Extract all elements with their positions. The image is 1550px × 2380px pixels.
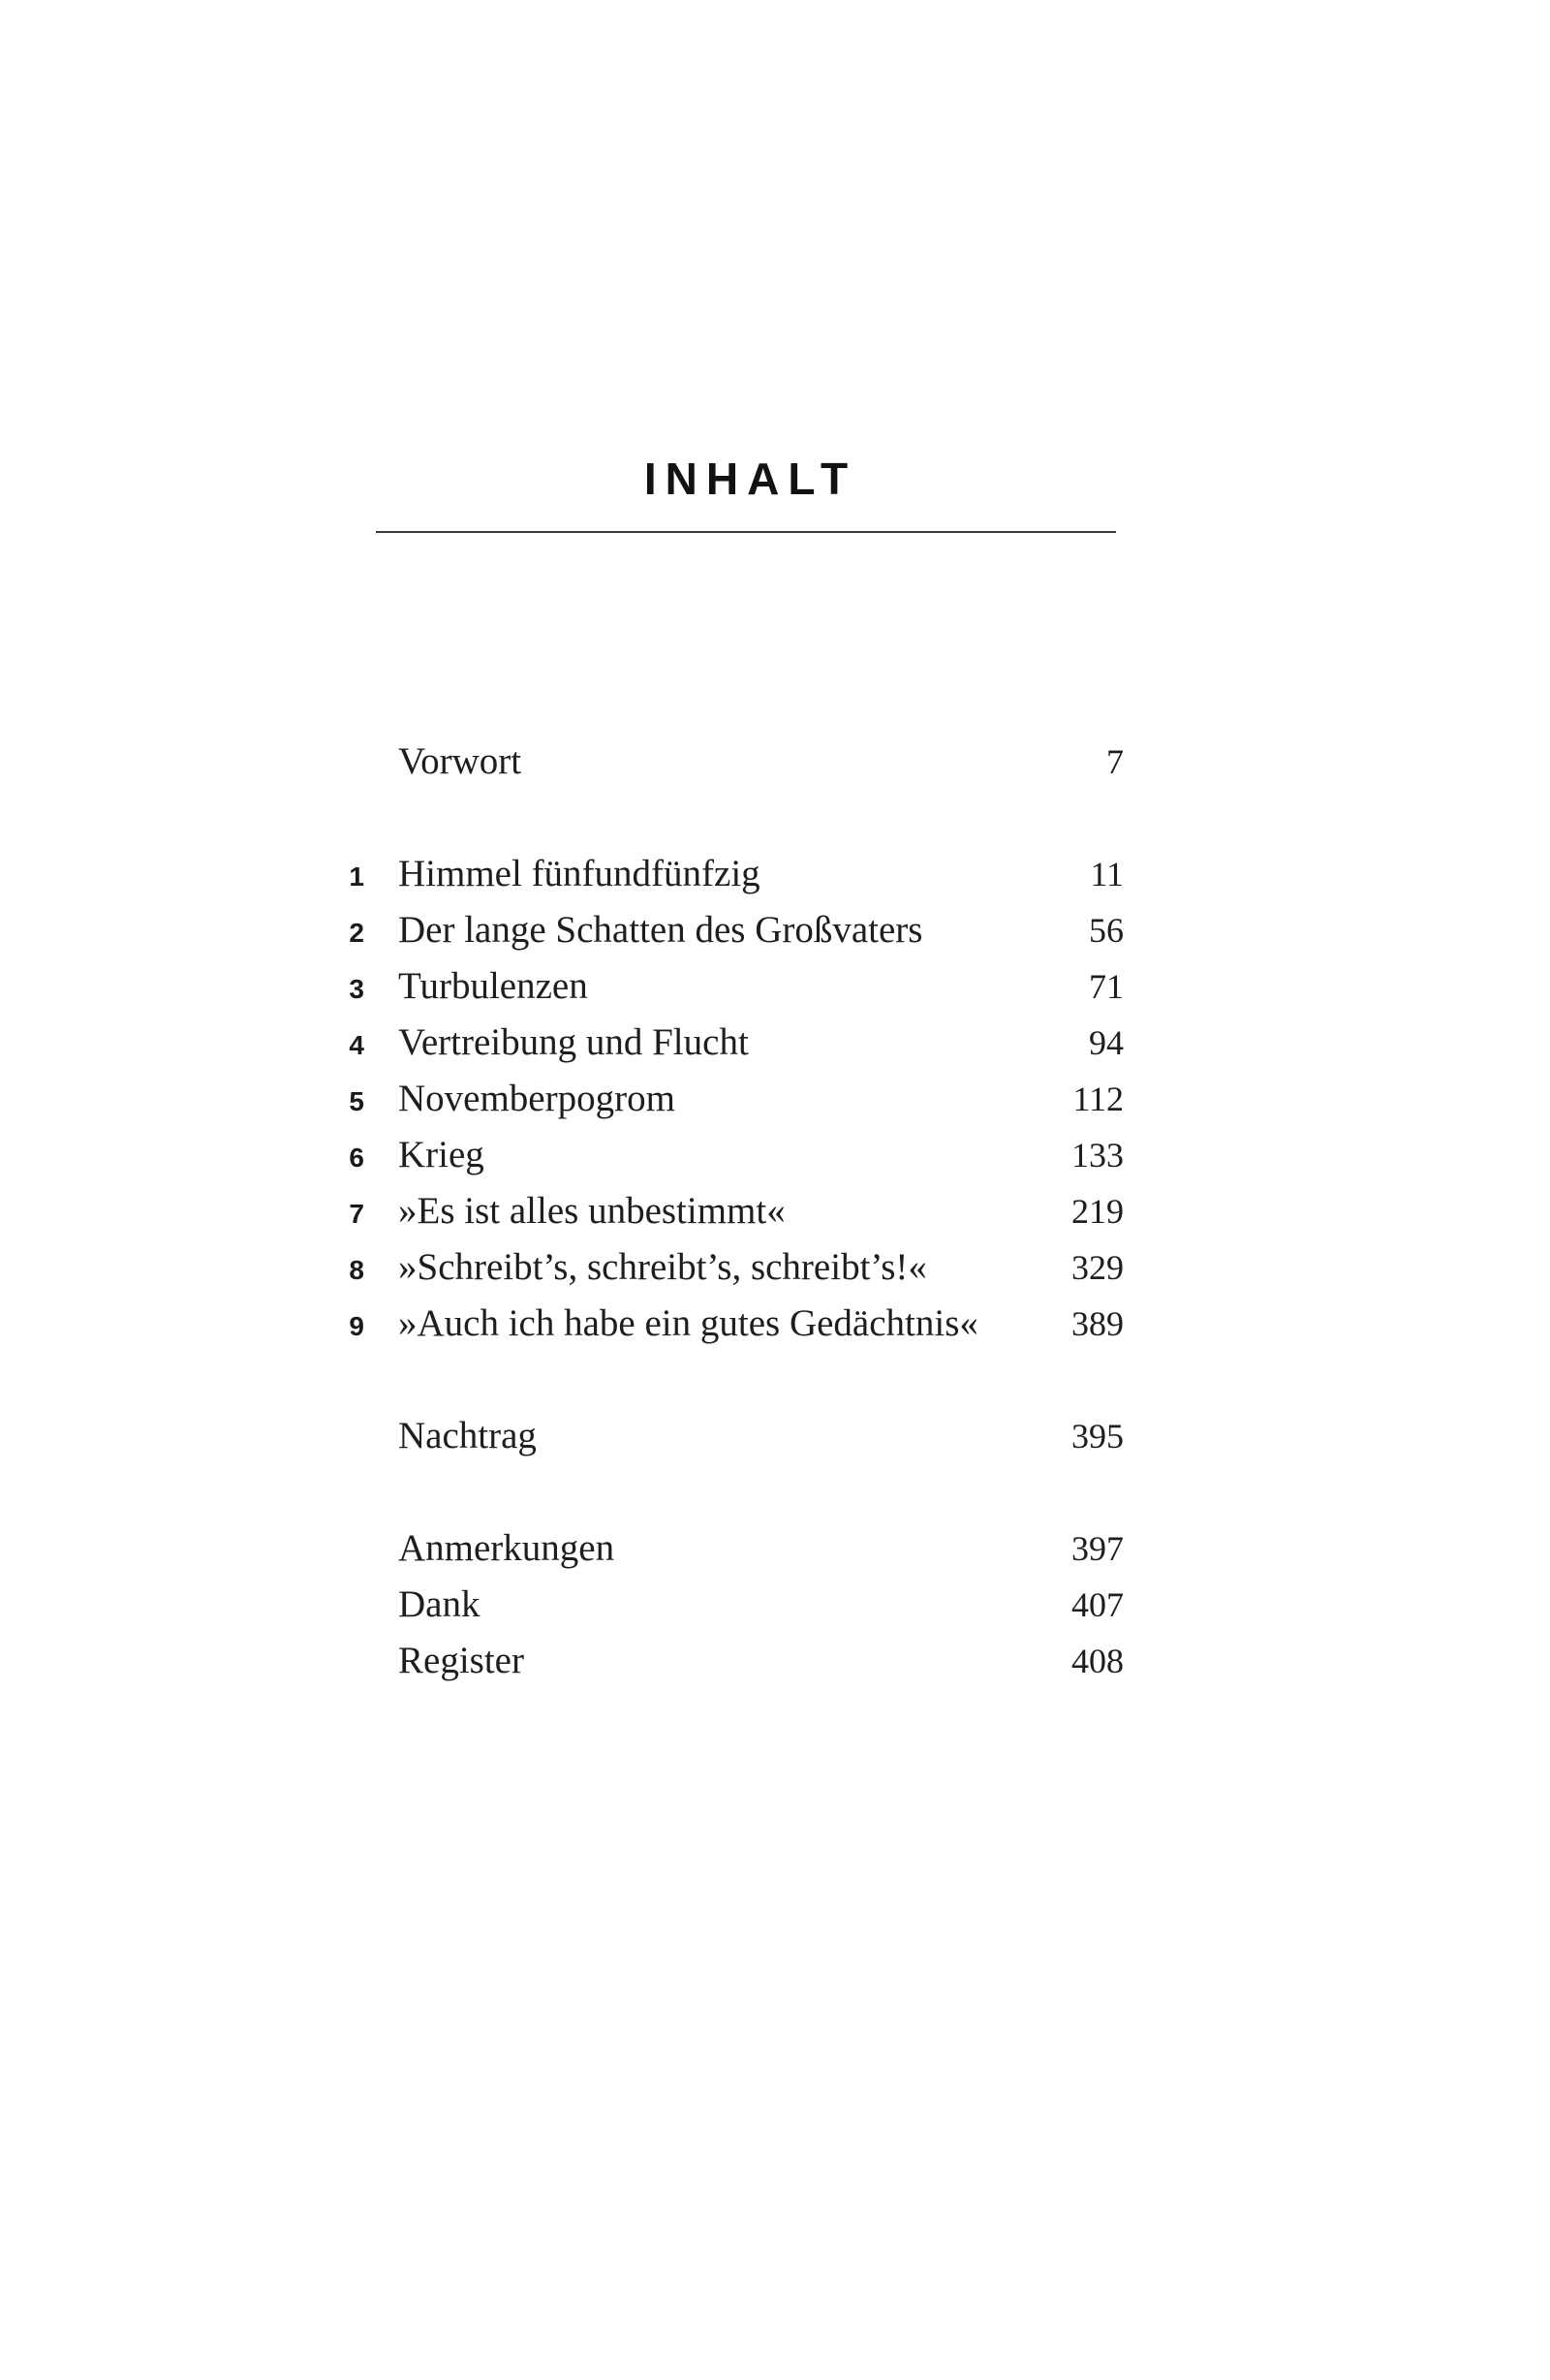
toc-entry-label: Himmel fünfundfünfzig [398, 853, 760, 894]
toc-entry [329, 1577, 1124, 1633]
toc-entry-number: 2 [349, 918, 364, 948]
toc-entry [329, 902, 1124, 958]
toc-entry-label: »Schreibt’s, schreibt’s, schreibt’s!« [398, 1246, 927, 1288]
toc-addendum-group [329, 1408, 1124, 1464]
toc-entry [329, 1408, 1124, 1464]
toc-entry-number: 9 [349, 1311, 364, 1341]
toc-entry-label: Anmerkungen [398, 1527, 615, 1569]
toc-entry-page: 395 [1071, 1417, 1124, 1456]
toc-entry [329, 1127, 1124, 1183]
toc-backmatter-group [329, 1520, 1124, 1689]
toc-entry-label: »Es ist alles unbestimmt« [398, 1190, 786, 1232]
toc-entry [329, 1071, 1124, 1127]
toc-entry-page: 112 [1072, 1080, 1124, 1118]
toc-entry-number: 8 [349, 1255, 364, 1285]
toc-entry-page: 56 [1089, 911, 1124, 950]
toc-entry-page: 133 [1071, 1136, 1124, 1174]
toc-entry-page: 389 [1071, 1304, 1124, 1343]
toc-entry-preface [329, 734, 1124, 790]
page-title: INHALT [643, 454, 857, 504]
toc-entry-label: »Auch ich habe ein gutes Gedächtnis« [398, 1302, 978, 1344]
toc-entry-page: 329 [1071, 1248, 1124, 1287]
toc-entry [329, 1015, 1124, 1071]
toc-entry-page: 7 [1106, 742, 1124, 781]
toc-entry-number: 4 [349, 1030, 364, 1060]
toc-entry [329, 958, 1124, 1015]
toc-entry-number: 6 [349, 1143, 364, 1173]
toc-entry-number: 1 [349, 861, 364, 892]
toc-entry [329, 1520, 1124, 1577]
toc-entry-label: Krieg [398, 1134, 484, 1175]
toc-entry-page: 408 [1071, 1642, 1124, 1680]
toc-entry-page: 11 [1090, 855, 1124, 893]
toc-entry-label: Novemberpogrom [398, 1078, 675, 1119]
toc-entry-page: 71 [1089, 967, 1124, 1006]
toc-entry-label: Vorwort [398, 740, 522, 782]
toc-entry-page: 407 [1071, 1585, 1124, 1624]
toc-entry-label: Register [398, 1640, 524, 1681]
toc-entry-page: 219 [1071, 1192, 1124, 1231]
toc-entry-label: Der lange Schatten des Großvaters [398, 909, 923, 951]
toc-entry-label: Vertreibung und Flucht [398, 1021, 749, 1063]
toc-entry-label: Dank [398, 1583, 480, 1625]
toc-entry-page: 94 [1089, 1023, 1124, 1062]
toc-entry-page: 397 [1071, 1529, 1124, 1568]
toc-entry [329, 1183, 1124, 1239]
toc-entry-label: Turbulenzen [398, 965, 588, 1007]
toc-entry [329, 1633, 1124, 1689]
table-of-contents [329, 734, 1124, 1689]
toc-chapter-group [329, 846, 1124, 1352]
toc-entry-number: 3 [349, 974, 364, 1004]
toc-entry [329, 846, 1124, 902]
toc-entry-number: 5 [349, 1086, 364, 1116]
title-divider [376, 531, 1116, 533]
toc-header [376, 454, 1116, 533]
toc-entry-number: 7 [349, 1199, 364, 1229]
toc-entry-label: Nachtrag [398, 1415, 537, 1456]
toc-entry [329, 1296, 1124, 1352]
toc-entry [329, 1239, 1124, 1296]
